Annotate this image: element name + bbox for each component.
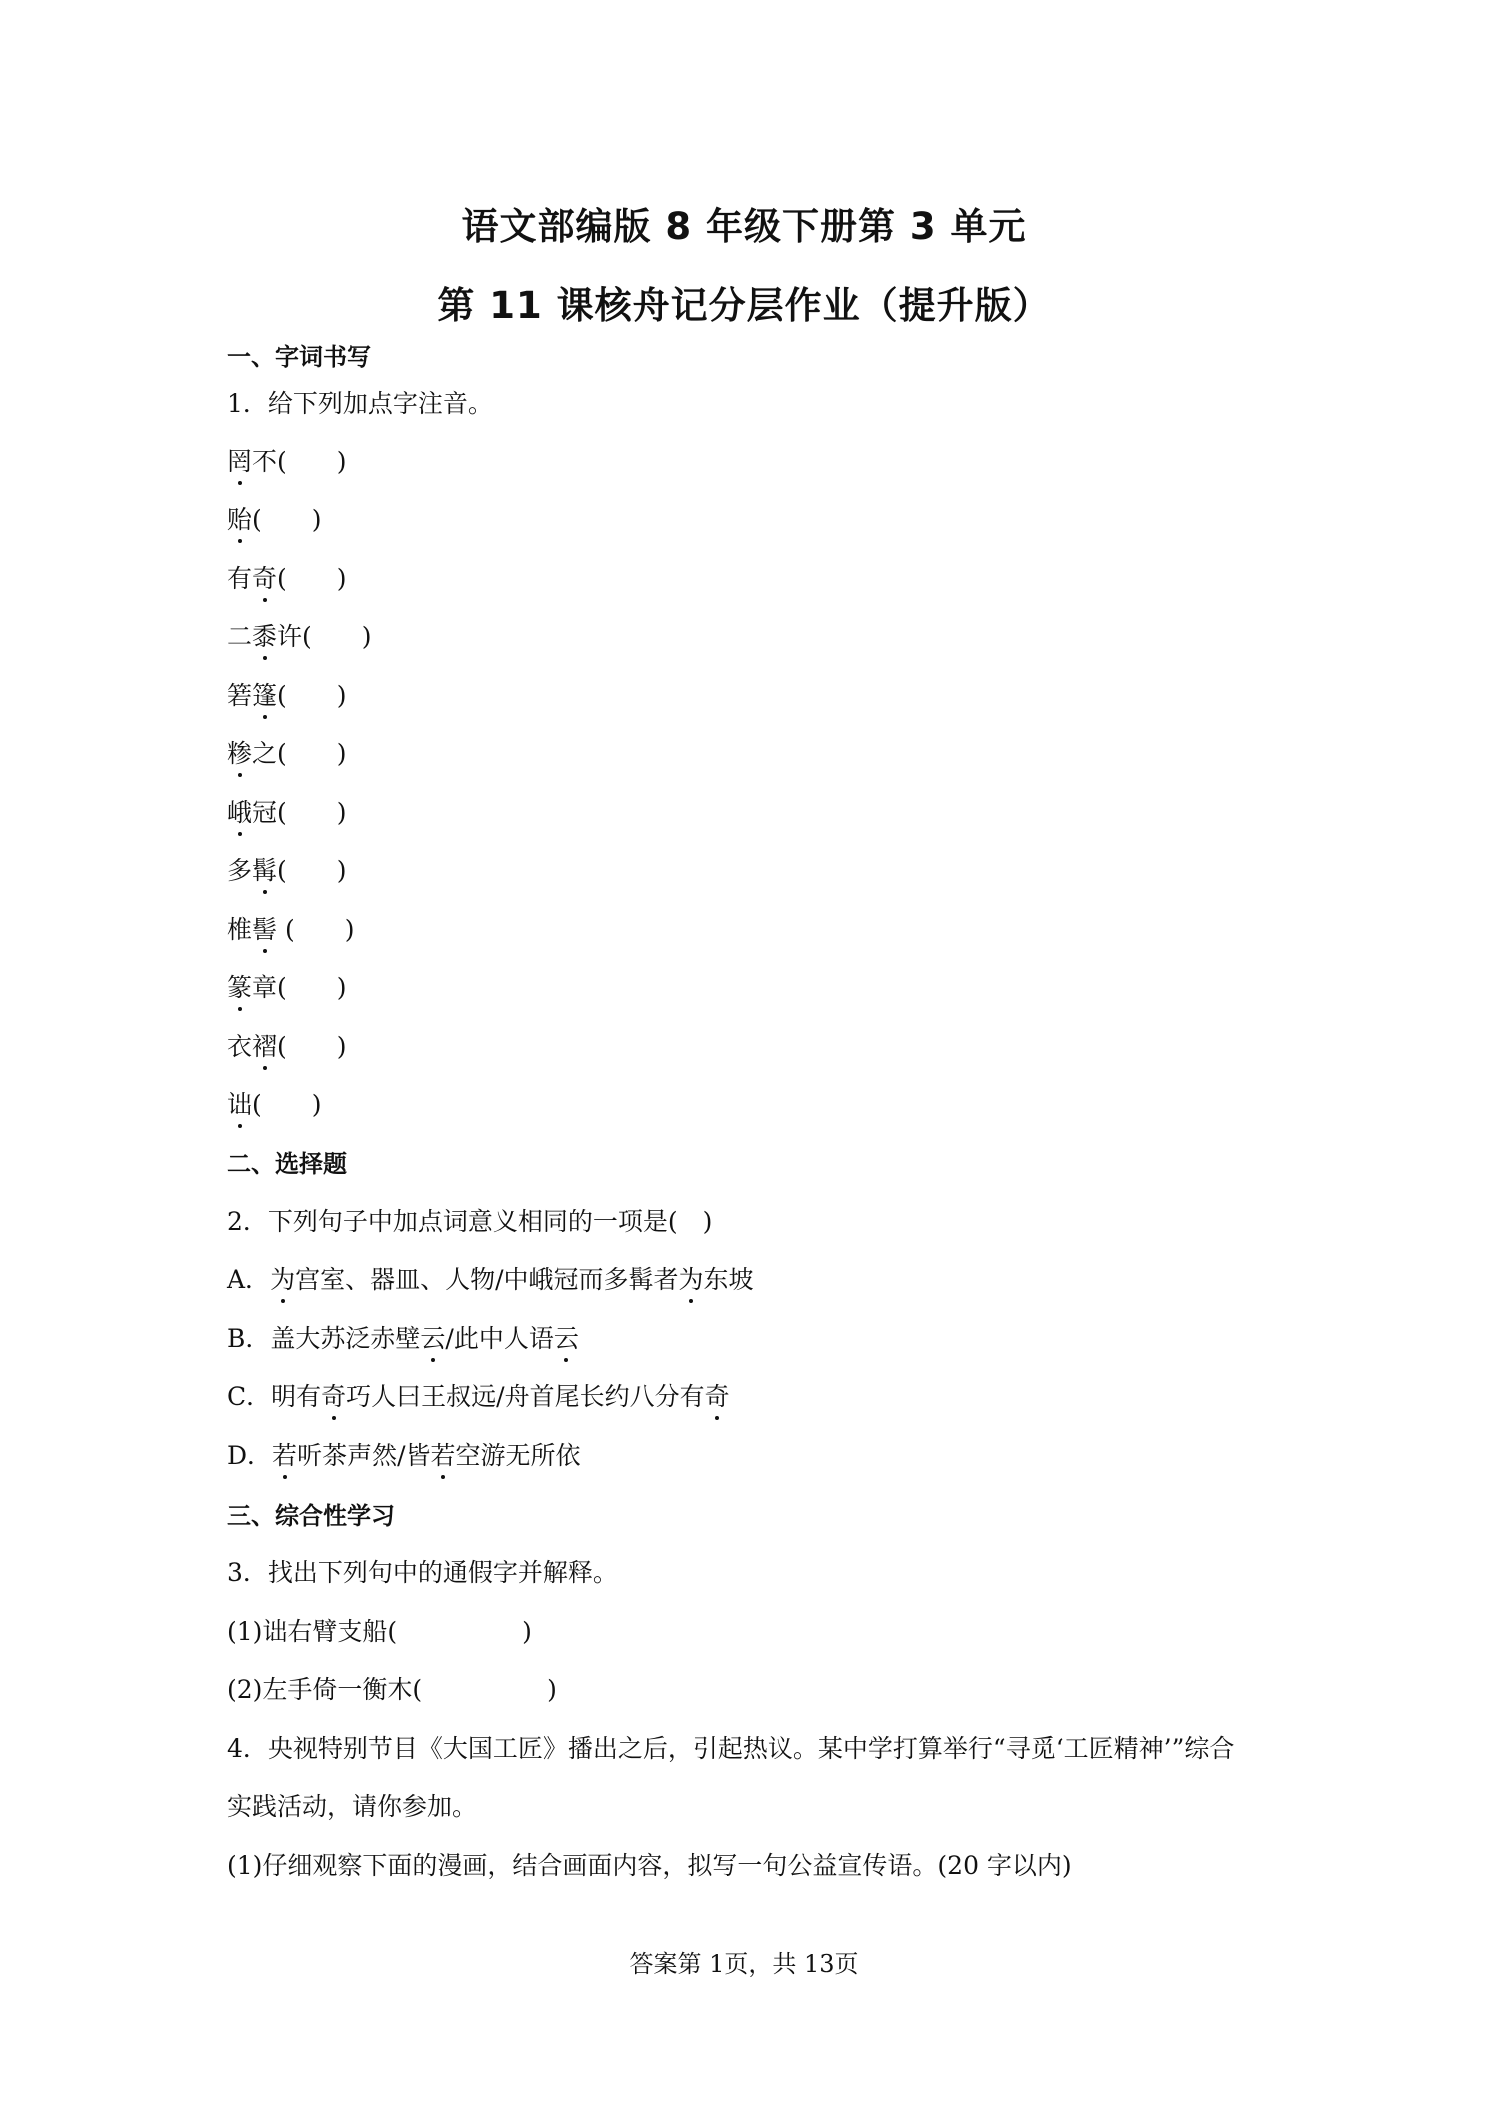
pinyin-item: 有奇( ) [227,564,347,593]
dotted-char: 云 [553,1324,579,1353]
question-4-sub-1: (1)仔细观察下面的漫画，结合画面内容，拟写一句公益宣传语。(20 字以内) [227,1851,1072,1880]
pinyin-item: 椎髻 ( ) [227,915,355,944]
dotted-char: 诎 [227,1090,253,1119]
dotted-char: 罔 [227,447,253,476]
pinyin-item: 篆章( ) [227,973,347,1002]
page-footer: 答案第 1页，共 13页 [629,1950,859,1978]
question-3-sub-1: (1)诎右臂支船( ) [227,1617,532,1646]
pinyin-item: 箬篷( ) [227,681,347,710]
pinyin-item: 衣褶( ) [227,1032,347,1061]
dotted-char: 为 [270,1265,296,1294]
dotted-char: 云 [420,1324,446,1353]
dotted-char: 奇 [321,1382,347,1411]
pinyin-item: 诎( ) [227,1090,322,1119]
dotted-char: 糁 [227,739,253,768]
dotted-char: 髯 [252,856,278,885]
question-1-stem: 1．给下列加点字注音。 [227,389,493,418]
dotted-char: 峨 [227,798,253,827]
question-3-stem: 3．找出下列句中的通假字并解释。 [227,1558,618,1587]
dotted-char: 奇 [252,564,278,593]
dotted-char: 若 [430,1441,456,1470]
section-heading-vocabulary: 一、字词书写 [227,343,371,371]
pinyin-item: 糁之( ) [227,739,347,768]
choice-option-a: A．为宫室、器皿、人物/中峨冠而多髯者为东坡 [227,1265,754,1294]
pinyin-item: 峨冠( ) [227,798,347,827]
pinyin-item: 贻( ) [227,505,322,534]
dotted-char: 若 [272,1441,298,1470]
dotted-char: 奇 [704,1382,730,1411]
choice-option-b: B．盖大苏泛赤壁云/此中人语云 [227,1324,579,1353]
question-4-stem-line1: 4．央视特别节目《大国工匠》播出之后，引起热议。某中学打算举行“寻觅‘工匠精神’”综合 [227,1734,1235,1763]
dotted-char: 贻 [227,505,253,534]
dotted-char: 黍 [252,622,278,651]
dotted-char: 篷 [252,681,278,710]
dotted-char: 篆 [227,973,253,1002]
pinyin-item: 多髯( ) [227,856,347,885]
question-4-stem-line2: 实践活动，请你参加。 [227,1792,478,1821]
section-heading-comprehensive-learning: 三、综合性学习 [227,1502,395,1530]
dotted-char: 褶 [252,1032,278,1061]
pinyin-item: 罔不( ) [227,447,347,476]
dotted-char: 为 [678,1265,704,1294]
choice-option-c: C．明有奇巧人曰王叔远/舟首尾长约八分有奇 [227,1382,730,1411]
document-title-line2: 第 11 课核舟记分层作业（提升版） [437,284,1051,327]
section-heading-multiple-choice: 二、选择题 [227,1150,347,1178]
question-3-sub-2: (2)左手倚一衡木( ) [227,1675,557,1704]
question-2-stem: 2．下列句子中加点词意义相同的一项是( ) [227,1207,713,1236]
pinyin-item: 二黍许( ) [227,622,372,651]
choice-option-d: D．若听茶声然/皆若空游无所依 [227,1441,581,1470]
document-title-line1: 语文部编版 8 年级下册第 3 单元 [461,205,1027,248]
dotted-char: 髻 [252,915,278,944]
